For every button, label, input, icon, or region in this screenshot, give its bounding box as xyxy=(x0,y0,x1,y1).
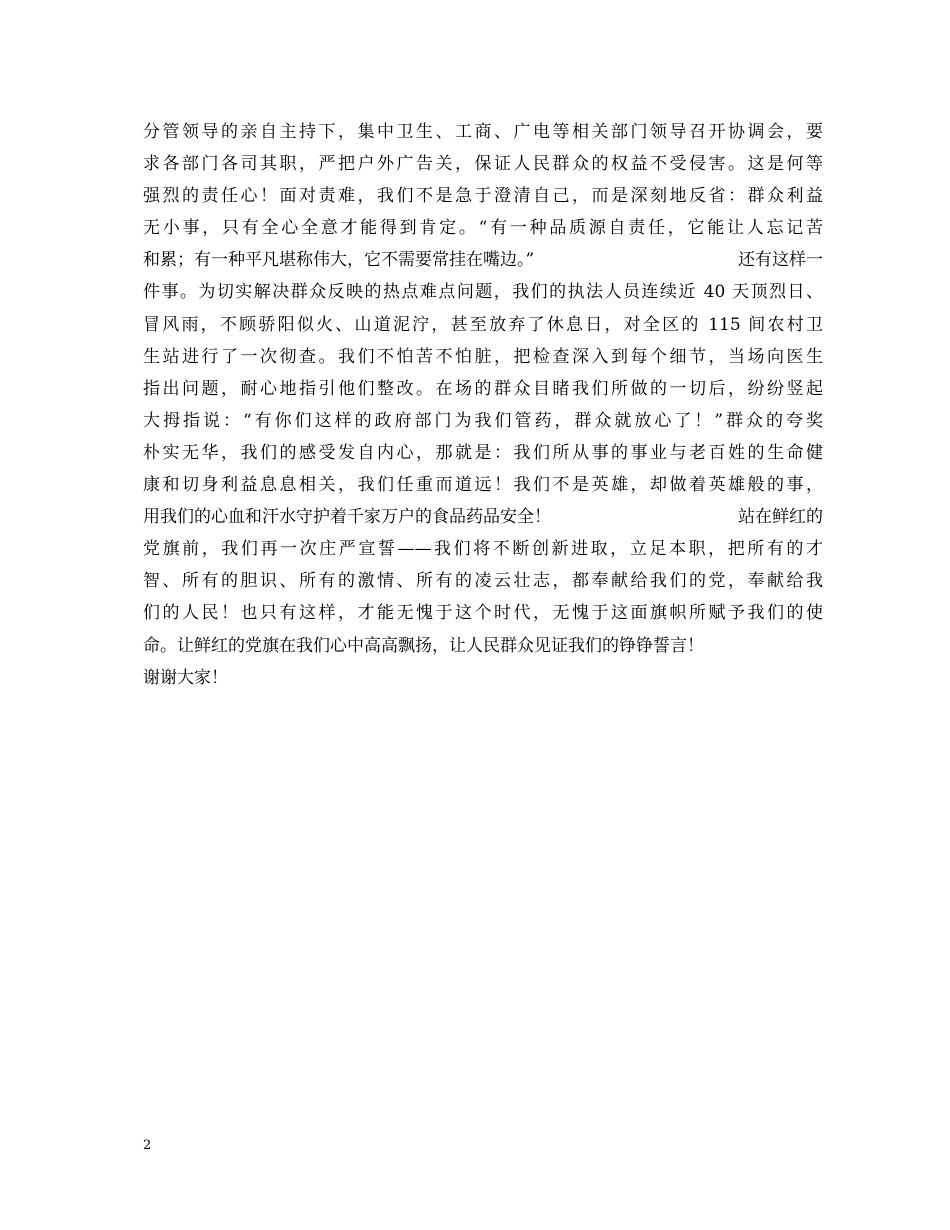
text-line-split xyxy=(143,244,823,276)
text-line-right: 还有这样一 xyxy=(738,250,823,271)
text-line: 党旗前，我们再一次庄严宣誓——我们将不断创新进取，立足本职，把所有的才 xyxy=(143,539,823,560)
text-line: 件事。为切实解决群众反映的热点难点问题，我们的执法人员连续近 40 天顶烈日、 xyxy=(143,282,823,303)
text-line: 分管领导的亲自主持下，集中卫生、工商、广电等相关部门领导召开协调会，要 xyxy=(143,122,823,142)
text-line: 冒风雨，不顾骄阳似火、山道泥泞，甚至放弃了休息日，对全区的 115 间农村卫 xyxy=(143,314,823,335)
text-line: 朴实无华，我们的感受发自内心，那就是：我们所从事的事业与老百姓的生命健 xyxy=(143,442,823,463)
text-line-right: 站在鲜红的 xyxy=(738,507,823,528)
text-line: 无小事，只有全心全意才能得到肯定。“有一种品质源自责任，它能让人忘记苦 xyxy=(143,218,823,239)
text-line: 康和切身利益息息相关，我们任重而道远！我们不是英雄，却做着英雄般的事， xyxy=(143,475,823,496)
text-line: 生站进行了一次彻查。我们不怕苦不怕脏，把检查深入到每个细节，当场向医生 xyxy=(143,346,823,367)
text-line: 大拇指说：“有你们这样的政府部门为我们管药，群众就放心了！”群众的夸奖 xyxy=(143,410,823,431)
text-line: 们的人民！也只有这样，才能无愧于这个时代，无愧于这面旗帜所赋予我们的使 xyxy=(143,603,823,624)
body-text xyxy=(143,116,823,694)
text-line: 智、所有的胆识、所有的激情、所有的凌云壮志，都奉献给我们的党，奉献给我 xyxy=(143,571,823,592)
text-line: 指出问题，耐心地指引他们整改。在场的群众目睹我们所做的一切后，纷纷竖起 xyxy=(143,378,823,399)
text-line-left: 用我们的心血和汗水守护着千家万户的食品药品安全！ xyxy=(143,507,551,528)
text-line: 强烈的责任心！面对责难，我们不是急于澄清自己，而是深刻地反省：群众利益 xyxy=(143,186,823,207)
text-line-split xyxy=(143,501,823,533)
text-line: 求各部门各司其职，严把户外广告关，保证人民群众的权益不受侵害。这是何等 xyxy=(143,154,823,175)
page-number: 2 xyxy=(143,1138,152,1153)
text-line-left: 和累；有一种平凡堪称伟大，它不需要常挂在嘴边。” xyxy=(143,250,535,271)
text-line: 命。让鲜红的党旗在我们心中高高飘扬，让人民群众见证我们的铮铮誓言！ xyxy=(143,635,704,656)
closing-line: 谢谢大家！ xyxy=(143,667,228,688)
